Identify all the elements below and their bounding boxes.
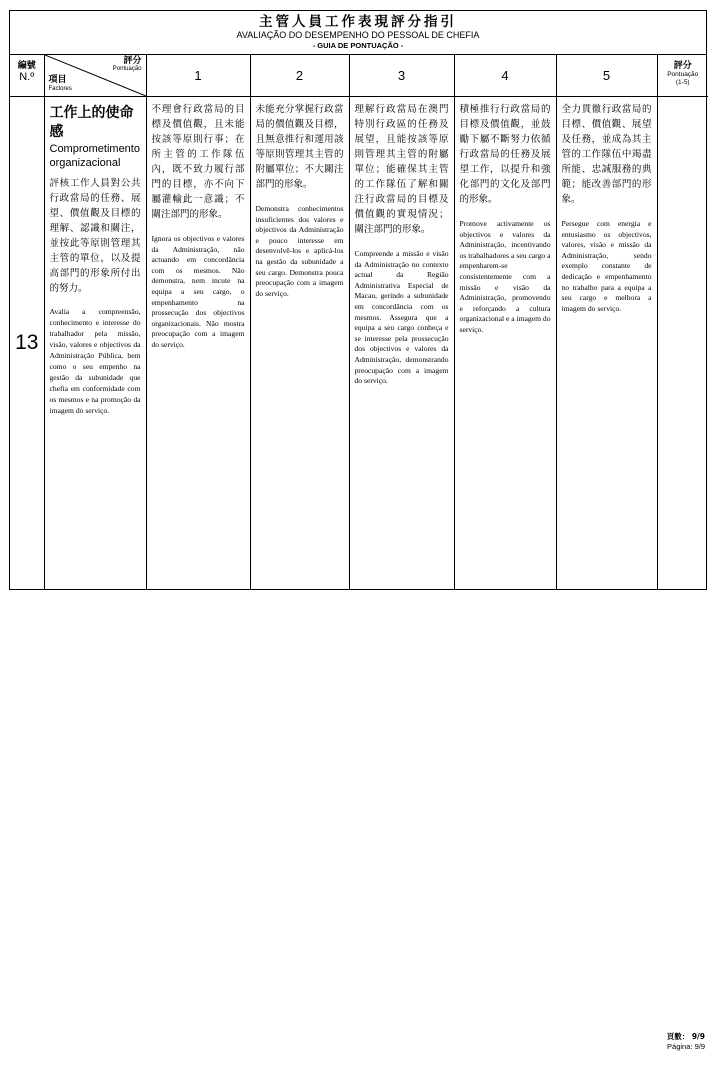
factor-label-zh: 項目 bbox=[48, 75, 67, 85]
factor-score-header bbox=[44, 55, 146, 97]
level-2-text-pt: Demonstra conhecimentos insuficientes dos valores e objectivos da Administração e pouco interesse em desenvolvê-los e aplicá-los na gestão da subunidade a seu cargo. Demonstra pouca preocupação com a imagem do serviço. bbox=[255, 204, 344, 298]
level-1-text-pt: Ignora os objectivos e valores da Administração, não actuando em concordância com os mesmos. Não demonstra, nem incute na equipa a seu cargo, o empenhamento na prossecução dos objectivos organizacionais. Não mostra preocupação com a imagem do serviço. bbox=[151, 234, 245, 349]
level-4-cell bbox=[454, 97, 556, 590]
factor-description-pt: Avalia a compreensão, conhecimento e interesse do trabalhador pela missão, visão, valores e objectivos da Administração Pública, bem como o seu empenho na gestão da subunidade que chefia em conformidade com os mesmos e na promoção da imagem do serviço. bbox=[49, 307, 141, 415]
title-subtitle: - GUIA DE PONTUAÇÃO - bbox=[312, 41, 404, 50]
row-number: 13 bbox=[10, 97, 44, 590]
final-score-range: (1-5) bbox=[675, 79, 690, 86]
number-header-pt: N.º bbox=[19, 71, 35, 83]
level-4-text-pt: Promove activamente os objectivos e valores da Administração, incentivando os trabalhadores a seu cargo a empenharem-se consistentemente com a missão e visão da Administração, promovendo e reforçando a cultura organizacional e a imagem do serviço. bbox=[459, 219, 551, 334]
level-2-text-zh: 未能充分掌握行政當局的價值觀及目標，且無意推行和運用該等原則管理其主管的附屬單位；不大關注部門的形象。 bbox=[255, 104, 344, 190]
score-label bbox=[113, 57, 142, 73]
page-footer bbox=[667, 1032, 705, 1052]
factor-label-pt: Factores bbox=[48, 86, 72, 92]
evaluation-guide-sheet bbox=[9, 10, 707, 590]
final-score-zh: 評分 bbox=[673, 61, 692, 71]
level-1-text-zh: 不理會行政當局的目標及價值觀，且未能按該等原則行事；在所主管的工作隊伍內，既不致力履行部門的目標，亦不向下屬灌輸此一意識；不關注部門的形象。 bbox=[151, 104, 245, 220]
final-score-pt: Pontuação bbox=[667, 71, 699, 78]
level-3-cell bbox=[349, 97, 454, 590]
final-score-header bbox=[657, 55, 708, 97]
factor-cell bbox=[44, 97, 146, 590]
title-portuguese: AVALIAÇÃO DO DESEMPENHO DO PESSOAL DE CHEFIA bbox=[236, 30, 480, 40]
title-block bbox=[10, 11, 706, 55]
level-1-header: 1 bbox=[146, 55, 250, 97]
level-4-header: 4 bbox=[454, 55, 556, 97]
factor-title-pt: Comprometimento organizacional bbox=[49, 143, 140, 169]
level-3-header: 3 bbox=[349, 55, 454, 97]
title-chinese: 主管人員工作表現評分指引 bbox=[259, 14, 457, 30]
number-header bbox=[10, 55, 44, 97]
level-1-cell bbox=[146, 97, 250, 590]
level-3-text-zh: 理解行政當局在澳門特別行政區的任務及展望，且能按該等原則管理其主管的附屬單位；能確保其主管的工作隊伍了解和關注行政當局的目標及價值觀的實現情況；關注部門的形象。 bbox=[354, 104, 449, 235]
level-4-text-zh: 積極推行行政當局的目標及價值觀，並鼓勵下屬不斷努力依循行政當局的任務及展望工作，以提升和強化部門的文化及部門的形象。 bbox=[459, 104, 551, 205]
level-3-text-pt: Compreende a missão e visão da Administração no contexto actual da Região Administrativa Especial de Macau, gerindo a subunidade em concordância com os mesmos. Assegura que a equipa a seu cargo conheça e se interesse pela prossecução dos objectivos e valores da Administração, demonstrando preocupação com a imagem do serviço. bbox=[354, 249, 449, 386]
level-2-header: 2 bbox=[250, 55, 349, 97]
score-label-zh: 評分 bbox=[123, 56, 142, 66]
level-5-header: 5 bbox=[556, 55, 657, 97]
factor-row bbox=[10, 97, 708, 590]
level-5-text-zh: 全力貫徹行政當局的目標、價值觀、展望及任務，並成為其主管的工作隊伍中竭盡所能、忠誠服務的典範；能改善部門的形象。 bbox=[561, 104, 652, 205]
header-row bbox=[10, 55, 708, 97]
number-header-zh: 編號 bbox=[17, 61, 36, 71]
final-score-cell[interactable] bbox=[657, 97, 708, 590]
factor-description-zh: 評核工作人員對公共行政當局的任務、展望、價值觀及目標的理解、認識和關注，並按此等原則管理其主管的單位，以及提高部門的形象所付出的努力。 bbox=[49, 178, 141, 294]
scoring-table bbox=[10, 55, 708, 590]
level-2-cell bbox=[250, 97, 349, 590]
level-5-text-pt: Persegue com energia e entusiasmo os objectivos, valores, visão e missão da Administração, sendo exemplo constante de dedicação e empenhamento no trabalho para a equipa a seu cargo e melhora a imagem do serviço. bbox=[561, 219, 652, 313]
factor-label bbox=[49, 76, 72, 94]
page-number-pt: Página: 9/9 bbox=[667, 1042, 705, 1051]
score-label-pt: Pontuação bbox=[112, 66, 142, 72]
factor-title-zh: 工作上的使命感 bbox=[49, 105, 134, 140]
level-5-cell bbox=[556, 97, 657, 590]
page-number-zh: 頁數： 9/9 bbox=[666, 1032, 705, 1041]
